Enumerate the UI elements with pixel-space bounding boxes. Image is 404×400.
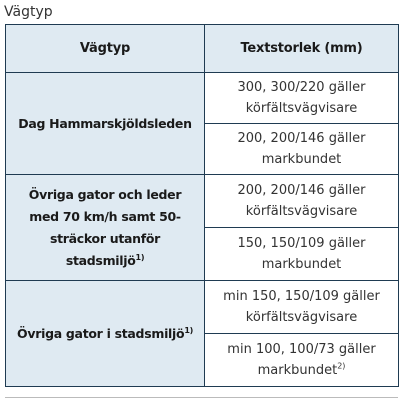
footnote-marker: 2) bbox=[337, 361, 346, 371]
size-cell bbox=[205, 175, 399, 228]
size-text: min 100, 100/73 gäller markbundet bbox=[227, 342, 376, 378]
size-cell bbox=[205, 124, 399, 175]
table-row bbox=[6, 281, 399, 334]
table-row bbox=[6, 73, 399, 124]
size-cell bbox=[205, 281, 399, 334]
table-caption: Vägtyp bbox=[4, 4, 53, 20]
category-label: Dag Hammarskjöldsleden bbox=[18, 115, 192, 131]
size-text: 150, 150/109 gäller markbundet bbox=[237, 236, 366, 272]
header-road-type: Vägtyp bbox=[6, 25, 205, 73]
size-text: 200, 200/146 gäller markbundet bbox=[237, 131, 366, 167]
category-cell bbox=[6, 73, 205, 175]
footnote-marker: 1) bbox=[184, 325, 193, 335]
road-type-table bbox=[5, 24, 399, 387]
bottom-divider bbox=[5, 397, 398, 398]
size-text: 300, 300/220 gäller körfältsvägvisare bbox=[237, 80, 366, 116]
header-row bbox=[6, 25, 399, 73]
category-label: Övriga gator och leder med 70 km/h samt 50-sträckor utanför stadsmiljö bbox=[28, 186, 182, 268]
size-text: min 150, 150/109 gäller körfältsvägvisare bbox=[223, 289, 380, 325]
size-cell bbox=[205, 73, 399, 124]
table-row bbox=[6, 175, 399, 228]
footnote-marker: 1) bbox=[135, 252, 145, 262]
category-cell bbox=[6, 281, 205, 387]
category-label: Övriga gator i stadsmiljö bbox=[17, 325, 185, 341]
size-text: 200, 200/146 gäller körfältsvägvisare bbox=[237, 183, 366, 219]
size-cell bbox=[205, 228, 399, 281]
header-text-size: Textstorlek (mm) bbox=[205, 25, 399, 73]
size-cell bbox=[205, 334, 399, 387]
category-cell bbox=[6, 175, 205, 281]
